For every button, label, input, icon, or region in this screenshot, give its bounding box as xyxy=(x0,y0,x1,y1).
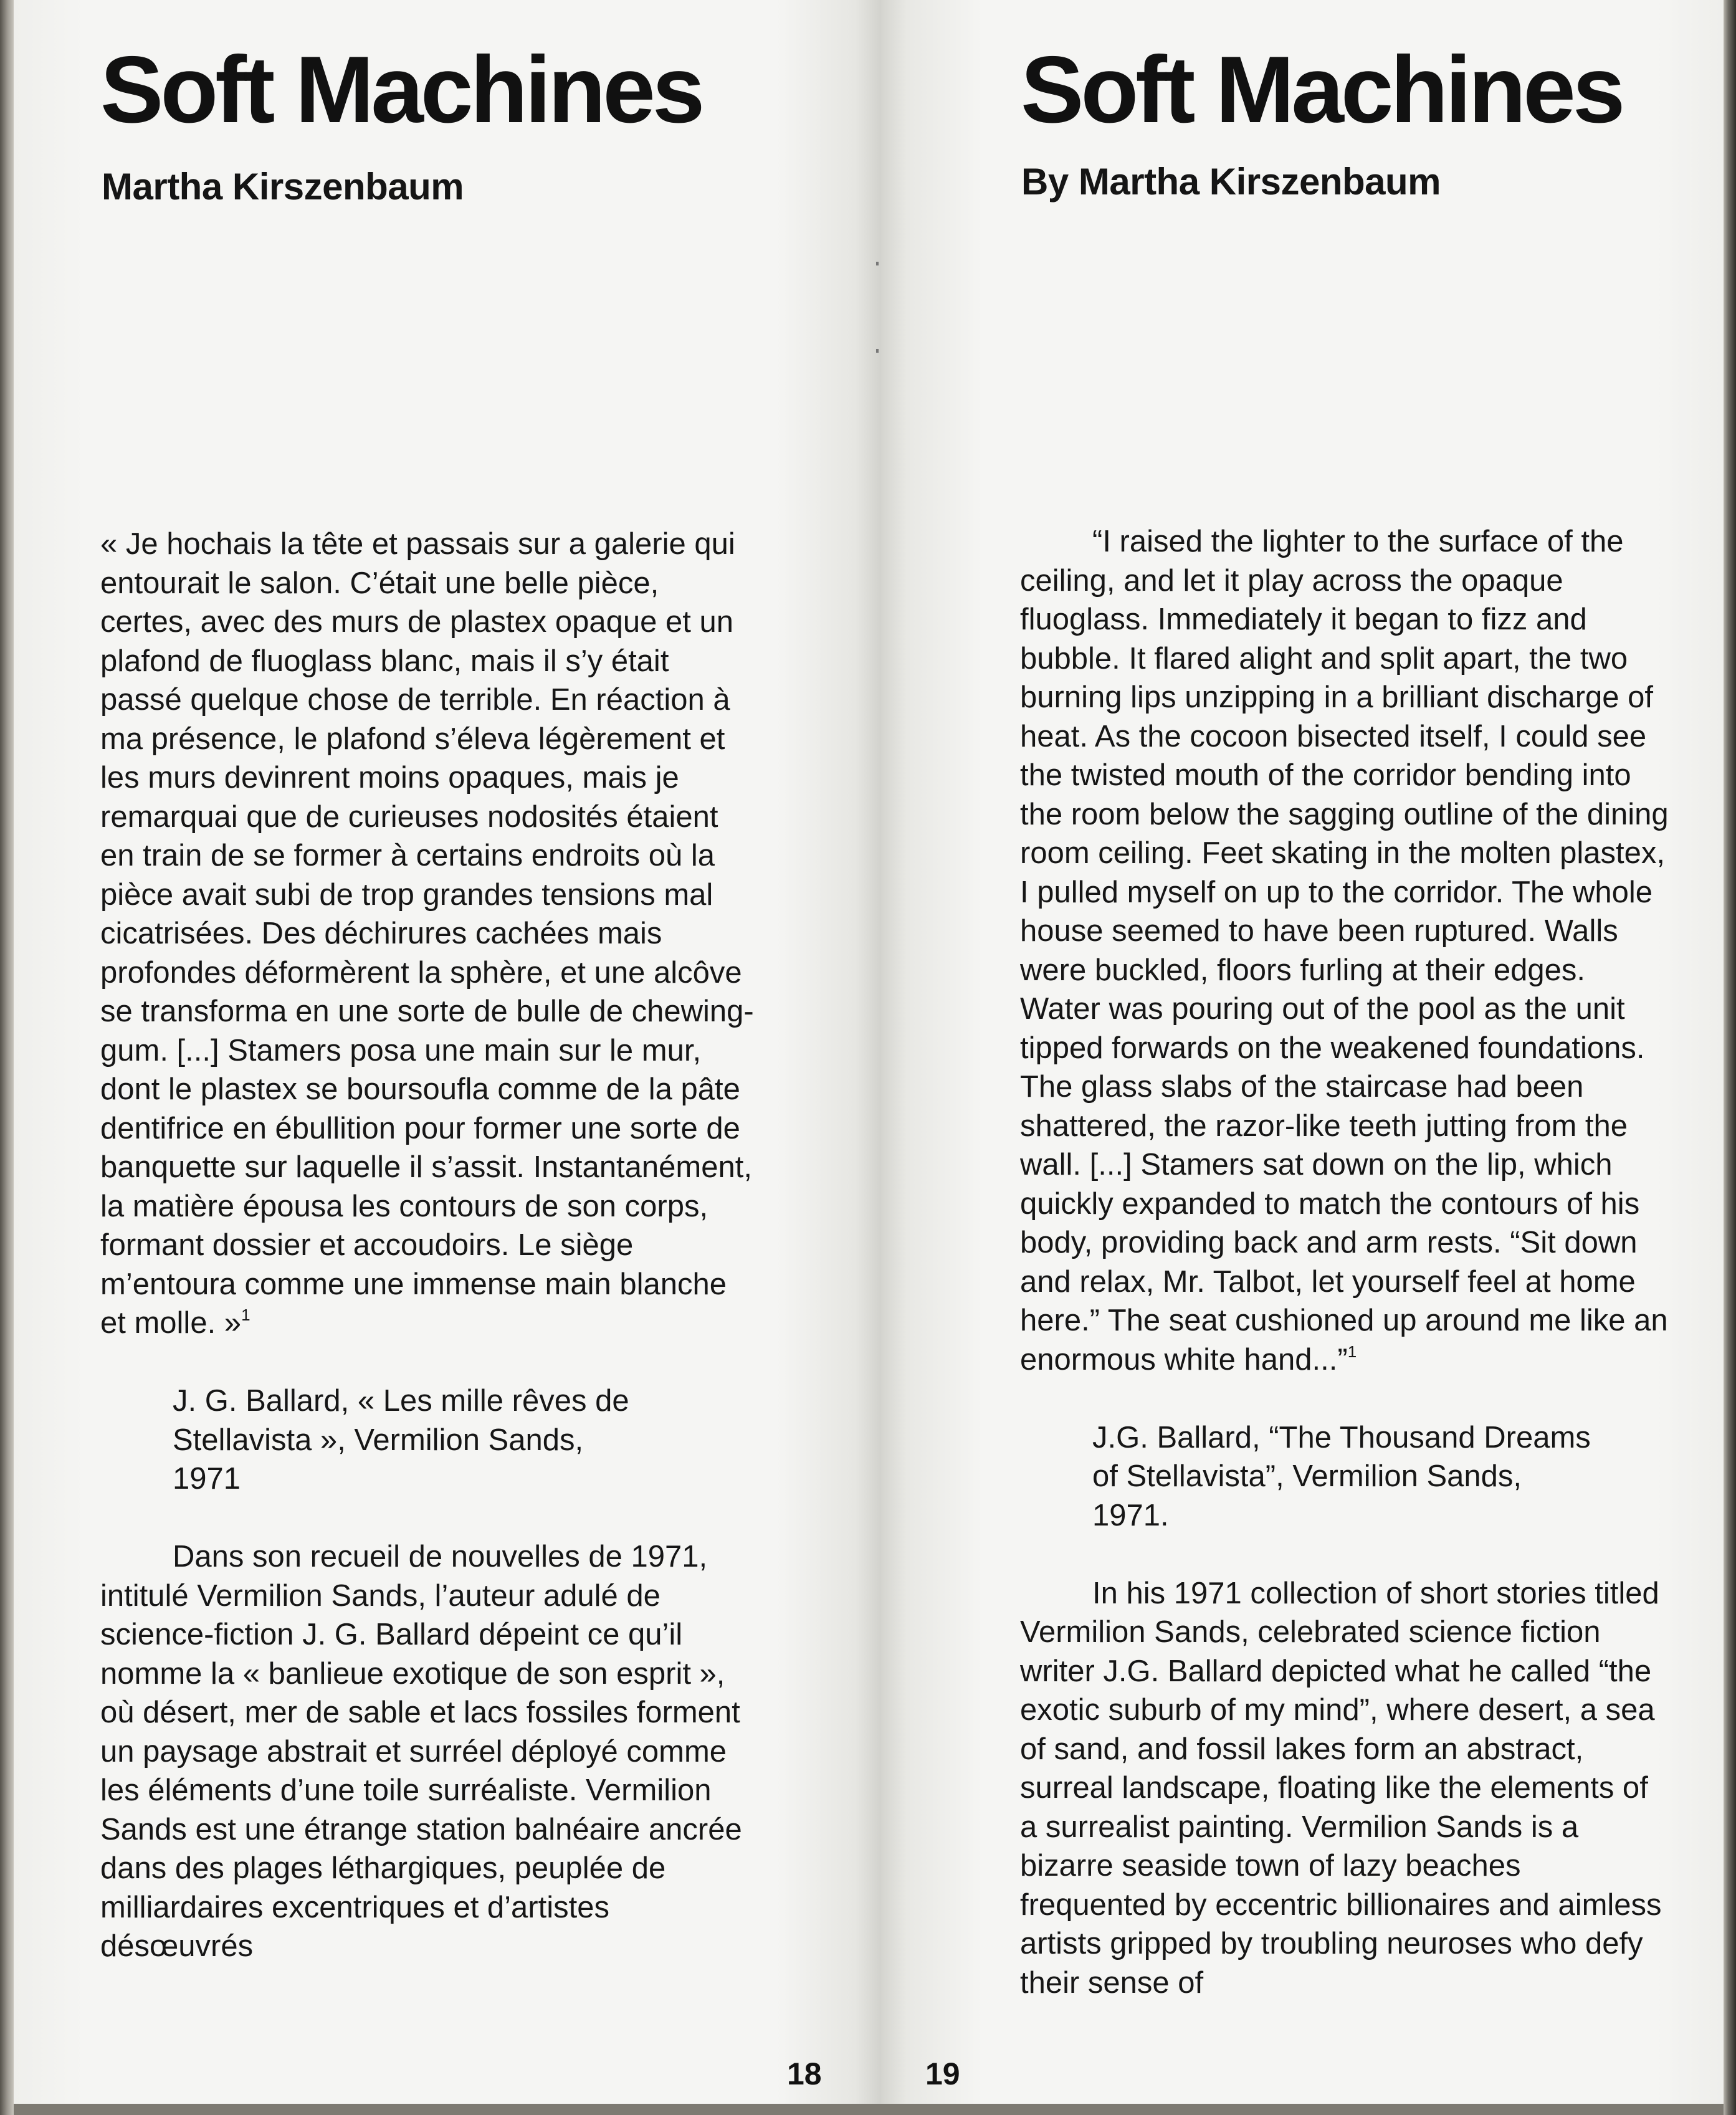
page-number-right: 19 xyxy=(925,2056,960,2091)
left-quote-footnote-ref: 1 xyxy=(241,1306,250,1324)
right-quote-footnote-ref: 1 xyxy=(1347,1342,1357,1361)
book-edge-left xyxy=(0,0,14,2115)
left-quote xyxy=(100,525,755,1343)
right-quote xyxy=(1020,522,1671,1379)
right-paragraph: In his 1971 collection of short stories titled Vermilion Sands, celebrated science fiction writer J.G. Ballard depicted what he called “the exotic suburb of my mind”, where desert, a sea of sand, and fossil lakes form an abstract, surreal landscape, floating like the elements of a surrealist painting. Vermilion Sands is a bizarre seaside town of lazy beaches frequented by eccentric billionaires and aimless artists gripped by troubling neuroses who defy their sense of xyxy=(1020,1576,1662,2000)
right-page-author: By Martha Kirszenbaum xyxy=(1021,161,1441,203)
right-page-title: Soft Machines xyxy=(1021,37,1623,143)
left-page xyxy=(14,0,881,2104)
fold-mark xyxy=(876,349,879,353)
right-page-body xyxy=(1020,522,1671,2002)
left-page-body xyxy=(100,525,755,1966)
right-page xyxy=(881,0,1724,2104)
left-page-author: Martha Kirszenbaum xyxy=(102,166,464,208)
left-citation: J. G. Ballard, « Les mille rêves de Stellavista », Vermilion Sands, 1971 xyxy=(173,1384,629,1496)
right-quote-text: “I raised the lighter to the surface of the ceiling, and let it play across the opaque fluoglass. Immediately it began to fizz and bubble. It flared alight and split apart, the two burning lips unzipping in a brilliant discharge of heat. As the cocoon bisected itself, I could see the twisted mouth of the corridor bending into the room below the sagging outline of the dining room ceiling. Feet skating in the molten plastex, I pulled myself on up to the corridor. The whole house seemed to have been ruptured. Walls were buckled, floors furling at their edges. Water was pouring out of the pool as the unit tipped forwards on the weakened foundations. The glass slabs of the staircase had been shattered, the razor-like teeth jutting from the wall. [...] Stamers sat down on the lip, which quickly expanded to match the contours of his body, providing back and arm rests. “Sit down and relax, Mr. Talbot, let yourself feel at home here.” The seat cushioned up around me like an enormous white hand...” xyxy=(1020,525,1669,1377)
left-page-title: Soft Machines xyxy=(100,37,702,143)
right-citation: J.G. Ballard, “The Thousand Dreams of Stellavista”, Vermilion Sands, 1971. xyxy=(1092,1420,1591,1532)
left-quote-text: « Je hochais la tête et passais sur a galerie qui entourait le salon. C’était une belle pièce, certes, avec des murs de plastex opaque et un plafond de fluoglass blanc, mais il s’y était passé quelque chose de terrible. En réaction à ma présence, le plafond s’éleva légèrement et les murs devinrent moins opaques, mais je remarquai que de curieuses nodosités étaient en train de se former à certains endroits où la pièce avait subi de trop grandes tensions mal cicatrisées. Des déchirures cachées mais profondes déformèrent la sphère, et une alcôve se transforma en une sorte de bulle de chewing-gum. [...] Stamers posa une main sur le mur, dont le plastex se boursoufla comme de la pâte dentifrice en ébullition pour former une sorte de banquette sur laquelle il s’assit. Instantanément, la matière épousa les contours de son corps, formant dossier et accoudoirs. Le siège m’entoura comme une immense main blanche et molle. » xyxy=(100,527,754,1340)
fold-mark xyxy=(876,262,879,265)
page-number-left: 18 xyxy=(787,2056,822,2091)
left-paragraph: Dans son recueil de nouvelles de 1971, intitulé Vermilion Sands, l’auteur adulé de science-fiction J. G. Ballard dépeint ce qu’il nomme la « banlieue exotique de son esprit », où désert, mer de sable et lacs fossiles forment un paysage abstrait et surréel déployé comme les éléments d’une toile surréaliste. Vermilion Sands est une étrange station balnéaire ancrée dans des plages léthargiques, peuplée de milliardaires excentriques et d’artistes désœuvrés xyxy=(100,1540,742,1963)
book-edge-right xyxy=(1724,0,1736,2115)
